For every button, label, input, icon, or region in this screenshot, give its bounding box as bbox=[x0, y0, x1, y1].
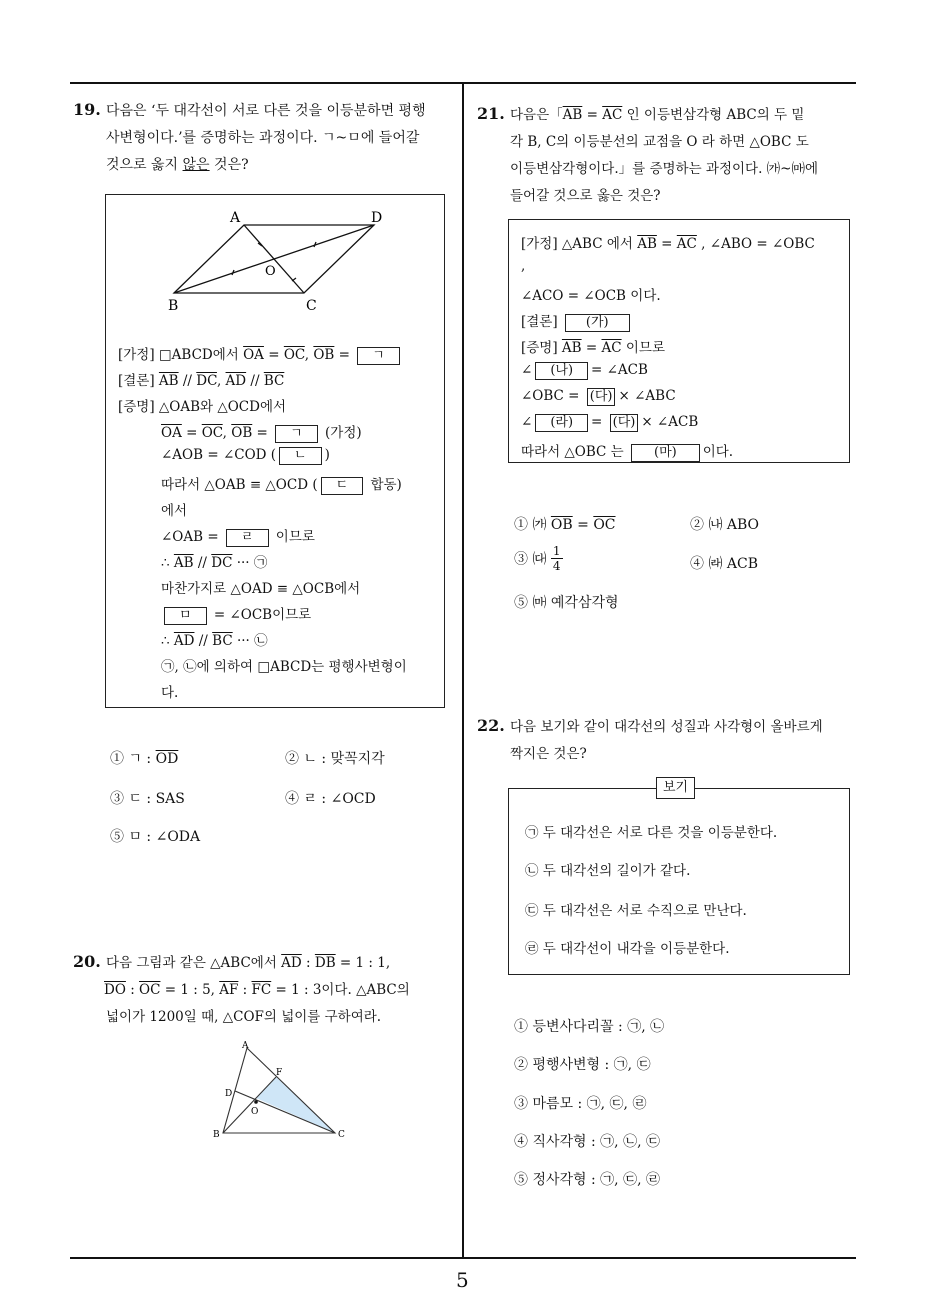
q19-choice-4[interactable]: ④ ㄹ : ∠OCD bbox=[285, 791, 376, 807]
q22-number: 22. bbox=[477, 716, 505, 735]
answer-blank: ㄴ bbox=[279, 447, 322, 465]
vertex-label-a: A bbox=[242, 1041, 249, 1051]
q21-proof-box bbox=[508, 219, 850, 463]
proof-text: 이다. bbox=[702, 444, 734, 460]
answer-blank: ㄹ bbox=[226, 529, 269, 547]
segment: $\overline{OA}$ bbox=[243, 347, 264, 363]
segment: $\overline{OB}$ bbox=[550, 517, 573, 533]
segment: $\overline{BC}$ bbox=[212, 633, 233, 649]
segment: $\overline{AB}$ bbox=[637, 236, 657, 252]
q19-proof-line bbox=[161, 473, 402, 495]
q21-text-line: 각 B, C의 이등분선의 교점을 O 라 하면 △OBC 도 bbox=[510, 134, 809, 150]
proof-text: ∴ bbox=[161, 633, 174, 649]
q19-proof-start: [증명] △OAB와 △OCD에서 bbox=[118, 399, 287, 415]
proof-text: [결론] bbox=[118, 373, 159, 389]
proof-text: 따라서 △OBC 는 bbox=[521, 444, 628, 460]
segment: $\overline{AB}$ bbox=[158, 373, 179, 389]
segment: $\overline{OD}$ bbox=[155, 751, 179, 767]
q21-text bbox=[510, 102, 856, 210]
q21-text-seg: 다음은「 bbox=[510, 107, 563, 123]
q20-text-seg: : bbox=[125, 982, 140, 998]
column-divider bbox=[462, 82, 464, 1258]
q20-text-line bbox=[106, 950, 458, 977]
answer-blank: (마) bbox=[631, 444, 700, 462]
vertex-label-d: D bbox=[371, 210, 383, 226]
answer-blank: ㄱ bbox=[275, 425, 318, 443]
answer-blank: (가) bbox=[565, 314, 630, 332]
segment: $\overline{OC}$ bbox=[201, 425, 223, 441]
q22-choice-3[interactable]: ③ 마름모 : ㉠, ㉢, ㉣ bbox=[514, 1096, 647, 1112]
q22-choice-4[interactable]: ④ 직사각형 : ㉠, ㉡, ㉢ bbox=[514, 1134, 660, 1150]
q19-text-seg: 것은? bbox=[209, 157, 249, 173]
segment: $\overline{AC}$ bbox=[601, 340, 622, 356]
proof-text: 따라서 △OAB ≡ △OCD ( bbox=[161, 477, 318, 493]
q21-choice-3[interactable] bbox=[514, 544, 563, 573]
answer-blank: (라) bbox=[535, 414, 588, 432]
parallelogram-shape bbox=[174, 225, 374, 293]
q21-proof-line: , bbox=[521, 258, 526, 274]
q20-text-seg: 다음 그림과 같은 △ABC에서 bbox=[106, 955, 282, 971]
q21-choice-2[interactable]: ② ㈏ ABO bbox=[690, 517, 760, 533]
q22-choice-5[interactable]: ⑤ 정사각형 : ㉠, ㉢, ㉣ bbox=[514, 1172, 660, 1188]
q20-text-seg: = 1 : 5, bbox=[160, 982, 220, 998]
fraction bbox=[551, 544, 563, 573]
proof-text: (가정) bbox=[320, 425, 362, 441]
q20-number: 20. bbox=[73, 952, 101, 971]
q22-text-line: 다음 보기와 같이 대각선의 성질과 사각형이 올바르게 bbox=[510, 719, 823, 735]
vertex-label-a: A bbox=[230, 210, 241, 226]
page-number: 5 bbox=[456, 1268, 469, 1292]
q21-choice-5[interactable]: ⑤ ㈒ 예각삼각형 bbox=[514, 595, 619, 611]
proof-text: ··· ㉠ bbox=[232, 555, 268, 571]
q21-proof-line bbox=[521, 362, 648, 380]
q22-choice-2[interactable]: ② 평행사변형 : ㉠, ㉢ bbox=[514, 1057, 651, 1073]
q19-proof-line: 에서 bbox=[161, 503, 188, 519]
q21-text-seg: 인 이등변삼각형 ABC의 두 밑 bbox=[622, 107, 805, 123]
proof-text: // bbox=[194, 633, 213, 649]
vertex-label-c: C bbox=[306, 298, 317, 314]
q21-text-seg: = bbox=[582, 107, 603, 123]
choice-text: ① ㈎ bbox=[514, 517, 551, 533]
segment: $\overline{OC}$ bbox=[139, 982, 161, 998]
center-label-o: O bbox=[265, 264, 276, 279]
segment: $\overline{OB}$ bbox=[313, 347, 335, 363]
answer-blank: ㄱ bbox=[357, 347, 400, 365]
q21-choice-4[interactable]: ④ ㈑ ACB bbox=[690, 556, 759, 572]
proof-text: [가정] △ABC 에서 bbox=[521, 236, 638, 252]
proof-text: [결론] bbox=[521, 314, 562, 330]
q21-text-line bbox=[510, 102, 856, 129]
segment: $\overline{OA}$ bbox=[161, 425, 182, 441]
q21-text-line: 들어갈 것으로 옳은 것은? bbox=[510, 188, 661, 204]
proof-text: // bbox=[193, 555, 212, 571]
q20-text-line bbox=[104, 977, 458, 1004]
point-label-f: F bbox=[276, 1068, 283, 1078]
vertex-label-c: C bbox=[338, 1130, 345, 1140]
segment: $\overline{FC}$ bbox=[251, 982, 272, 998]
q22-box-label: 보기 bbox=[656, 777, 695, 799]
segment: $\overline{AC}$ bbox=[676, 236, 697, 252]
q20-text-seg: : bbox=[238, 982, 252, 998]
q19-text-emphasis: 않은 bbox=[182, 157, 210, 173]
segment: $\overline{DC}$ bbox=[196, 373, 217, 389]
proof-text: ··· ㉡ bbox=[232, 633, 268, 649]
q22-item: ㉢ 두 대각선은 서로 수직으로 만난다. bbox=[525, 903, 747, 919]
q22-choice-1[interactable]: ① 등변사다리꼴 : ㉠, ㉡ bbox=[514, 1019, 665, 1035]
q19-text-seg: 것으로 옳지 bbox=[106, 157, 183, 173]
proof-text: = bbox=[656, 236, 677, 252]
q21-choice-1[interactable] bbox=[514, 514, 616, 534]
answer-blank: (다) bbox=[610, 414, 639, 432]
q21-proof-line bbox=[521, 388, 676, 406]
proof-text: = bbox=[334, 347, 355, 363]
segment: $\overline{DB}$ bbox=[314, 955, 336, 971]
q21-number: 21. bbox=[477, 104, 505, 123]
fraction-denominator: 4 bbox=[552, 559, 561, 573]
choice-text: ③ ㈐ bbox=[514, 551, 551, 568]
q19-text-line: 다음은 ‘두 대각선이 서로 다른 것을 이등분하면 평행 bbox=[106, 103, 426, 119]
q19-parallelogram-figure bbox=[106, 195, 444, 325]
segment: $\overline{AF}$ bbox=[219, 982, 239, 998]
proof-text: ∠OBC = bbox=[521, 388, 584, 404]
proof-text: = ∠ACB bbox=[591, 362, 648, 378]
q19-choice-3[interactable]: ③ ㄷ : SAS bbox=[110, 791, 185, 807]
q19-proof-line bbox=[161, 525, 315, 547]
q19-number: 19. bbox=[73, 100, 101, 119]
proof-text: = bbox=[181, 425, 202, 441]
q22-item: ㉡ 두 대각선의 길이가 같다. bbox=[525, 863, 691, 879]
q21-proof-line bbox=[521, 440, 733, 462]
proof-text: = bbox=[263, 347, 284, 363]
q20-text-seg: = 1 : 3이다. △ABC의 bbox=[271, 982, 410, 998]
proof-text: ∴ bbox=[161, 555, 174, 571]
proof-text: 이므로 bbox=[271, 529, 315, 545]
segment: $\overline{OC}$ bbox=[283, 347, 305, 363]
proof-text: ∠AOB = ∠COD ( bbox=[161, 447, 277, 463]
bottom-rule bbox=[70, 1257, 856, 1259]
choice-text: = bbox=[572, 517, 594, 533]
segment: $\overline{AB}$ bbox=[561, 340, 582, 356]
q20-text-seg: = 1 : 1, bbox=[335, 955, 391, 971]
q21-proof-line: ∠ACO = ∠OCB 이다. bbox=[521, 288, 661, 304]
segment: $\overline{AD}$ bbox=[225, 373, 247, 389]
segment: $\overline{OB}$ bbox=[231, 425, 253, 441]
segment: $\overline{DC}$ bbox=[211, 555, 233, 571]
point-o-dot bbox=[254, 1100, 258, 1104]
q21-text-line: 이등변삼각형이다.」를 증명하는 과정이다. ㈎~㈒에 bbox=[510, 161, 819, 177]
point-label-d: D bbox=[225, 1089, 233, 1099]
proof-text: , bbox=[222, 425, 232, 441]
q19-text-line bbox=[106, 152, 458, 179]
segment: $\overline{AC}$ bbox=[602, 107, 623, 123]
vertex-label-b: B bbox=[213, 1130, 220, 1140]
proof-text: × ∠ACB bbox=[641, 414, 699, 430]
q19-proof-line bbox=[161, 603, 311, 625]
q19-proof-line bbox=[161, 551, 267, 571]
q22-example-box bbox=[508, 788, 850, 975]
proof-text: = bbox=[252, 425, 273, 441]
answer-blank: ㅁ bbox=[164, 607, 207, 625]
proof-text: ∠ bbox=[521, 362, 533, 378]
q22-item: ㉠ 두 대각선은 서로 다른 것을 이등분한다. bbox=[525, 825, 778, 841]
q19-proof-line bbox=[161, 447, 330, 465]
vertex-label-b: B bbox=[168, 298, 179, 314]
proof-text: , ∠ABO = ∠OBC bbox=[696, 236, 815, 252]
proof-text: [가정] □ABCD에서 bbox=[118, 347, 244, 363]
fraction-numerator: 1 bbox=[552, 544, 561, 558]
q19-choice-1[interactable] bbox=[110, 748, 178, 768]
q19-proof-line: ㉠, ㉡에 의하여 □ABCD는 평행사변형이 bbox=[161, 659, 407, 675]
q20-triangle-figure bbox=[205, 1040, 365, 1150]
q19-proof-box bbox=[105, 194, 445, 708]
q19-proof-conclusion bbox=[118, 369, 284, 389]
segment: $\overline{OC}$ bbox=[593, 517, 616, 533]
proof-text: , bbox=[304, 347, 314, 363]
choice-text: ① ㄱ : bbox=[110, 751, 156, 767]
q21-proof-start bbox=[521, 336, 665, 356]
proof-text: ∠ bbox=[521, 414, 533, 430]
segment: $\overline{AD}$ bbox=[173, 633, 195, 649]
q19-proof-line bbox=[161, 421, 362, 443]
proof-text: // bbox=[246, 373, 264, 389]
proof-text: // bbox=[178, 373, 197, 389]
answer-blank: ㄷ bbox=[321, 477, 364, 495]
segment: $\overline{BC}$ bbox=[263, 373, 285, 389]
q19-text bbox=[106, 98, 458, 179]
q19-proof-line: 다. bbox=[161, 685, 179, 701]
q21-proof-conclusion bbox=[521, 310, 633, 332]
answer-blank: (다) bbox=[587, 388, 616, 406]
proof-text: × ∠ABC bbox=[618, 388, 676, 404]
q19-choice-2[interactable]: ② ㄴ : 맞꼭지각 bbox=[285, 751, 385, 767]
q20-text bbox=[106, 950, 458, 1031]
q22-text-line: 짝지은 것은? bbox=[510, 746, 587, 762]
proof-text: = ∠OCB이므로 bbox=[209, 607, 312, 623]
q20-text-line: 넓이가 1200일 때, △COF의 넓이를 구하여라. bbox=[106, 1009, 382, 1025]
proof-text: 이므로 bbox=[621, 340, 666, 356]
q21-proof-given bbox=[521, 232, 815, 252]
proof-text: = bbox=[581, 340, 602, 356]
q19-choice-5[interactable]: ⑤ ㅁ : ∠ODA bbox=[110, 829, 201, 845]
segment: $\overline{DO}$ bbox=[104, 982, 126, 998]
q19-proof-given bbox=[118, 343, 403, 365]
proof-text: ∠OAB = bbox=[161, 529, 223, 545]
q20-text-seg: : bbox=[301, 955, 315, 971]
proof-text: 합동) bbox=[366, 477, 402, 493]
q22-item: ㉣ 두 대각선이 내각을 이등분한다. bbox=[525, 941, 730, 957]
q19-proof-line: 마찬가지로 △OAD ≡ △OCB에서 bbox=[161, 581, 361, 597]
q19-text-line: 사변형이다.’를 증명하는 과정이다. ㄱ~ㅁ에 들어갈 bbox=[106, 130, 420, 146]
q21-proof-line bbox=[521, 414, 698, 432]
proof-text: ) bbox=[324, 447, 330, 463]
segment: $\overline{AB}$ bbox=[173, 555, 194, 571]
q19-proof-line bbox=[161, 629, 268, 649]
answer-blank: (나) bbox=[535, 362, 588, 380]
proof-text: , bbox=[216, 373, 226, 389]
segment: $\overline{AD}$ bbox=[281, 955, 302, 971]
point-label-o: O bbox=[251, 1107, 259, 1117]
segment: $\overline{AB}$ bbox=[562, 107, 583, 123]
q22-text bbox=[510, 714, 856, 768]
proof-text: [증명] bbox=[521, 340, 562, 356]
proof-text: = bbox=[591, 414, 607, 430]
